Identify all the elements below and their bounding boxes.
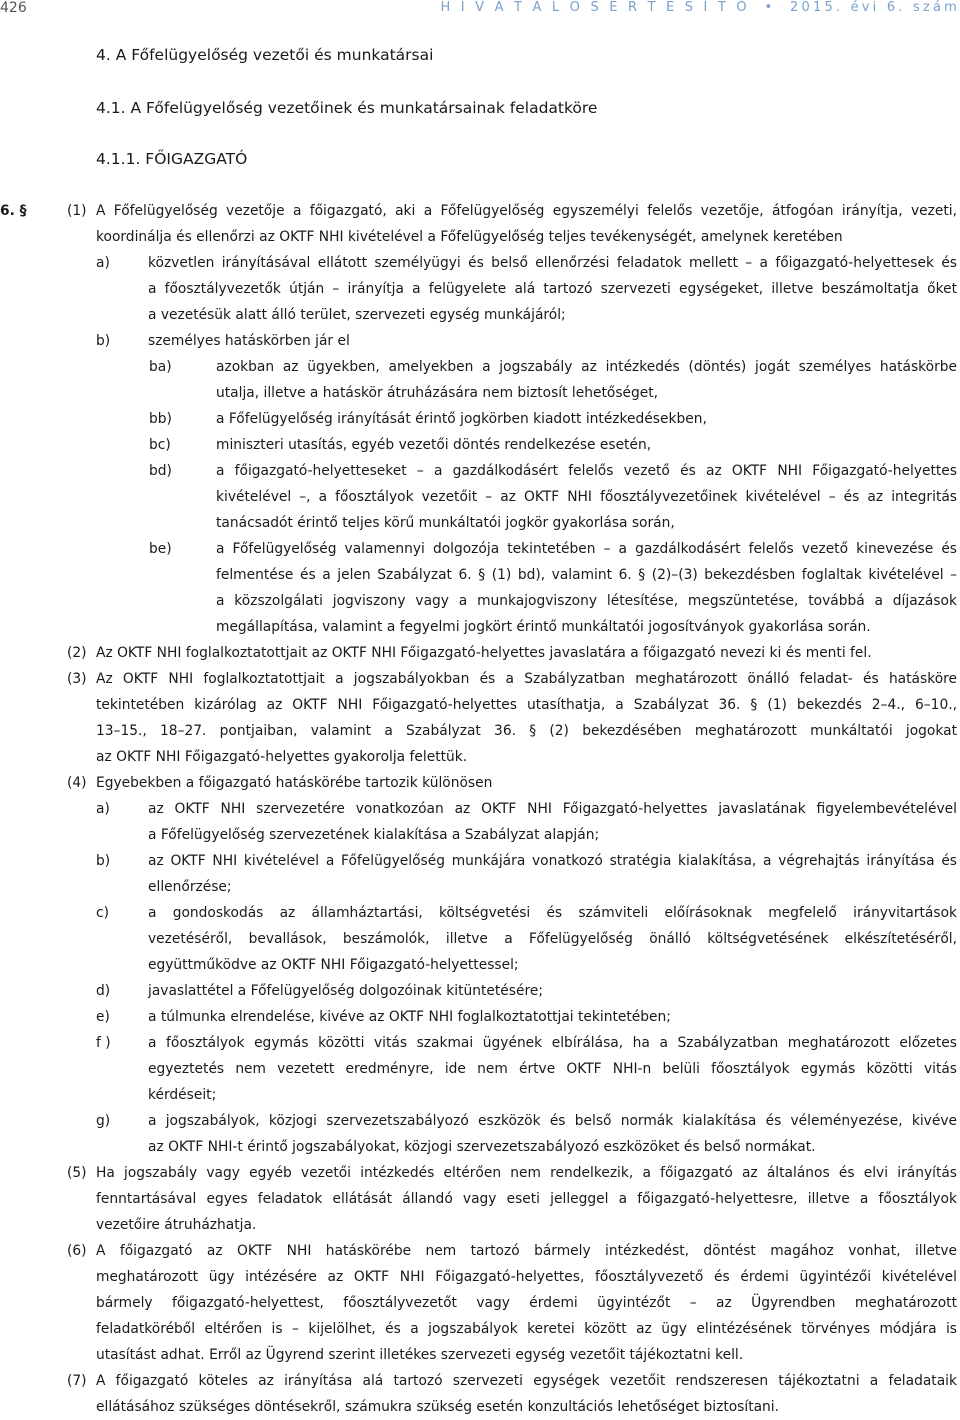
- text-line: [0, 198, 960, 224]
- item-text: kivételével –, a főosztályok vezetőit – az OKTF NHI főosztályvezetőinek kivételével – és az integritás: [216, 489, 957, 505]
- item-label: c): [96, 905, 109, 921]
- item-text: utasítást adhat. Erről az Ügyrend szerint illetékes szervezeti egység vezetőit tájékoztatni kell.: [96, 1347, 744, 1363]
- text-line: [0, 1290, 960, 1316]
- item-text: a túlmunka elrendelése, kivéve az OKTF NHI foglalkoztatottjai tekintetében;: [148, 1009, 671, 1025]
- text-line: [0, 1212, 960, 1238]
- text-line: [0, 692, 960, 718]
- item-text: az OKTF NHI-t érintő jogszabályokat, közjogi szervezetszabályozó eszközöket és belső normákat.: [148, 1139, 816, 1155]
- item-text: az OKTF NHI szervezetére vonatkozóan az OKTF NHI Főigazgató-helyettes javaslatának figyelembevételével: [148, 801, 957, 817]
- item-text: A főigazgató az OKTF NHI hatáskörébe nem tartozó bármely intézkedést, döntést magához vonhat, illetve: [96, 1243, 957, 1259]
- journal-issue: 2015. évi 6. szám: [790, 0, 960, 15]
- chapter-heading: 4. A Főfelügyelőség vezetői és munkatársai: [96, 46, 434, 64]
- item-label: (1): [67, 203, 87, 219]
- item-text: 13–15., 18–27. pontjaiban, valamint a Szabályzat 36. § (2) bekezdésében meghatározott munkáltatói jogokat: [96, 723, 957, 739]
- text-line: [0, 926, 960, 952]
- journal-title: [440, 0, 960, 16]
- text-line: [0, 406, 960, 432]
- item-label: bb): [149, 411, 172, 427]
- text-line: [0, 640, 960, 666]
- item-label: (3): [67, 671, 87, 687]
- item-text: a Főfelügyelőség valamennyi dolgozója tekintetében – a gazdálkodásért felelős vezető kinevezése és: [216, 541, 957, 557]
- item-text: A főigazgató köteles az irányítása alá tartozó szervezeti egységek vezetőit rendszeresen tájékoztatni a feladataik: [96, 1373, 957, 1389]
- item-text: tanácsadót érintő teljes körű munkáltatói jogkör gyakorlása során,: [216, 515, 675, 531]
- section-body: [0, 198, 960, 1420]
- text-line: [0, 380, 960, 406]
- item-text: az OKTF NHI Főigazgató-helyettes gyakorolja felettük.: [96, 749, 468, 765]
- item-text: koordinálja és ellenőrzi az OKTF NHI kivételével a Főfelügyelőség teljes tevékenységét, amelynek keretében: [96, 229, 843, 245]
- subchapter-heading: 4.1. A Főfelügyelőség vezetőinek és munkatársainak feladatköre: [96, 99, 598, 117]
- item-text: a Főfelügyelőség szervezetének kialakítása a Szabályzat alapján;: [148, 827, 600, 843]
- item-label: (2): [67, 645, 87, 661]
- text-line: [0, 588, 960, 614]
- text-line: [0, 744, 960, 770]
- text-line: [0, 900, 960, 926]
- text-line: [0, 1394, 960, 1420]
- item-text: a Főfelügyelőség irányítását érintő jogkörben kiadott intézkedésekben,: [216, 411, 707, 427]
- page-header: [0, 0, 960, 22]
- item-text: A Főfelügyelőség vezetője a főigazgató, aki a Főfelügyelőség egyszemélyi felelős vezetője, átfogóan irányítja, vezeti,: [96, 203, 957, 219]
- item-text: ellátásához szükséges döntésekről, számukra szükség esetén konzultációs lehetőséget biztosítani.: [96, 1399, 780, 1415]
- text-line: [0, 978, 960, 1004]
- item-text: javaslattétel a Főfelügyelőség dolgozóinak kitüntetésére;: [148, 983, 543, 999]
- item-text: az OKTF NHI kivételével a Főfelügyelőség munkájára vonatkozó stratégia kialakítása, a végrehajtás irányítása és: [148, 853, 957, 869]
- item-text: a vezetésük alatt álló terület, szervezeti egység munkájáról;: [148, 307, 566, 323]
- item-label: b): [96, 853, 111, 869]
- item-label: be): [149, 541, 172, 557]
- item-label: a): [96, 255, 110, 271]
- item-text: miniszteri utasítás, egyéb vezetői döntés rendelkezése esetén,: [216, 437, 652, 453]
- item-text: azokban az ügyekben, amelyekben a jogszabály az intézkedés (döntés) jogát személyes hatáskörbe: [216, 359, 957, 375]
- item-label: (4): [67, 775, 87, 791]
- text-line: [0, 458, 960, 484]
- item-text: Az OKTF NHI foglalkoztatottjait az OKTF NHI Főigazgató-helyettes javaslatára a főigazgató nevezi ki és menti fel.: [96, 645, 872, 661]
- text-line: [0, 432, 960, 458]
- text-line: [0, 1316, 960, 1342]
- item-text: felmentése és a jelen Szabályzat 6. § (1) bd), valamint 6. § (2)–(3) bekezdésben foglaltak kivételével –: [216, 567, 957, 583]
- text-line: [0, 796, 960, 822]
- item-text: feladatköréből eltérően is – kijelölhet, és a jogszabályok keretei között az ügy elintézésének törvényes módjára is: [96, 1321, 957, 1337]
- text-line: [0, 666, 960, 692]
- text-line: [0, 718, 960, 744]
- text-line: [0, 1264, 960, 1290]
- item-text: ellenőrzése;: [148, 879, 232, 895]
- item-text: tekintetében kizárólag az OKTF NHI Főigazgató-helyettes utasíthatja, a Szabályzat 36. § (1) bekezdés 2–4., 6–10.,: [96, 697, 957, 713]
- item-text: meghatározott ügy intézésére az OKTF NHI Főigazgató-helyettes, főosztályvezető és érdemi ügyintézői kivételével: [96, 1269, 957, 1285]
- item-text: személyes hatáskörben jár el: [148, 333, 350, 349]
- page-number: 426: [0, 0, 27, 16]
- text-line: [0, 1186, 960, 1212]
- item-label: (5): [67, 1165, 87, 1181]
- text-line: [0, 1342, 960, 1368]
- item-text: utalja, illetve a hatáskör átruházására nem biztosít lehetőséget,: [216, 385, 659, 401]
- text-line: [0, 952, 960, 978]
- text-line: [0, 1160, 960, 1186]
- journal-separator: •: [764, 0, 776, 15]
- item-label: f ): [96, 1035, 111, 1051]
- text-line: [0, 848, 960, 874]
- item-text: Egyebekben a főigazgató hatáskörébe tartozik különösen: [96, 775, 493, 791]
- item-text: a gondoskodás az államháztartási, költségvetési és számviteli előírásoknak megfelelő irányvitartások: [148, 905, 957, 921]
- text-line: [0, 1082, 960, 1108]
- item-text: a főigazgató-helyetteseket – a gazdálkodásért felelős vezető és az OKTF NHI Főigazgató-helyettes: [216, 463, 957, 479]
- item-label: e): [96, 1009, 110, 1025]
- text-line: [0, 1056, 960, 1082]
- item-label: bc): [149, 437, 171, 453]
- item-text: vezetéséről, bevallások, beszámolók, illetve a Főfelügyelőség önálló költségvetésének elkészítetéséről,: [148, 931, 957, 947]
- text-line: [0, 614, 960, 640]
- text-line: [0, 250, 960, 276]
- item-text: fenntartásával egyes feladatok ellátását állandó vagy eseti jelleggel a főigazgató-helyettesre, illetve a főosztályok: [96, 1191, 957, 1207]
- text-line: [0, 1004, 960, 1030]
- text-line: [0, 1134, 960, 1160]
- item-text: közvetlen irányításával ellátott személyügyi és belső ellenőrzési feladatok mellett – a főigazgató-helyettesek és: [148, 255, 957, 271]
- item-text: együttműködve az OKTF NHI Főigazgató-helyettessel;: [148, 957, 519, 973]
- text-line: [0, 484, 960, 510]
- item-label: ba): [149, 359, 172, 375]
- text-line: [0, 328, 960, 354]
- item-label: bd): [149, 463, 172, 479]
- item-label: a): [96, 801, 110, 817]
- item-label: b): [96, 333, 111, 349]
- item-text: a főosztályvezetők útján – irányítja a felügyelete alá tartozó szervezeti egységeket, illetve beszámoltatja őket: [148, 281, 957, 297]
- item-text: Ha jogszabály vagy egyéb vezetői intézkedés eltérően nem rendelkezik, a főigazgató az általános és elvi irányítás: [96, 1165, 957, 1181]
- text-line: [0, 822, 960, 848]
- text-line: [0, 224, 960, 250]
- item-label: d): [96, 983, 111, 999]
- item-text: megállapítása, valamint a fegyelmi jogkört érintő munkáltatói jogosítványok gyakorlása során.: [216, 619, 871, 635]
- item-label: (6): [67, 1243, 87, 1259]
- text-line: [0, 354, 960, 380]
- text-line: [0, 562, 960, 588]
- item-label: g): [96, 1113, 111, 1129]
- text-line: [0, 1238, 960, 1264]
- text-line: [0, 302, 960, 328]
- text-line: [0, 770, 960, 796]
- text-line: [0, 1108, 960, 1134]
- text-line: [0, 510, 960, 536]
- subsection-heading: 4.1.1. FŐIGAZGATÓ: [96, 150, 248, 168]
- item-text: vezetőire átruházhatja.: [96, 1217, 257, 1233]
- item-text: a főosztályok egymás közötti vitás szakmai ügyének elbírálása, ha a Szabályzatban meghatározott előzetes: [148, 1035, 957, 1051]
- item-text: kérdéseit;: [148, 1087, 217, 1103]
- section-number: 6. §: [0, 203, 27, 219]
- text-line: [0, 1030, 960, 1056]
- journal-name: H I V A T A L O S É R T E S Í T Ő: [440, 0, 750, 15]
- text-line: [0, 276, 960, 302]
- item-text: bármely főigazgató-helyettest, főosztályvezetőt vagy érdemi ügyintézőt – az Ügyrendben meghatározott: [96, 1295, 957, 1311]
- item-text: a jogszabályok, közjogi szervezetszabályozó eszközök és belső normák kialakítása és véleményezése, kivéve: [148, 1113, 957, 1129]
- text-line: [0, 874, 960, 900]
- text-line: [0, 536, 960, 562]
- item-text: Az OKTF NHI foglalkoztatottjait a jogszabályokban és a Szabályzatban meghatározott önálló feladat- és hatásköre: [96, 671, 957, 687]
- item-label: (7): [67, 1373, 87, 1389]
- text-line: [0, 1368, 960, 1394]
- item-text: egyeztetés nem vezetett eredményre, ide nem értve OKTF NHI-n belüli főosztályok egymás közötti vitás: [148, 1061, 957, 1077]
- item-text: a közszolgálati jogviszony vagy a munkajogviszony létesítése, megszüntetése, továbbá a díjazások: [216, 593, 957, 609]
